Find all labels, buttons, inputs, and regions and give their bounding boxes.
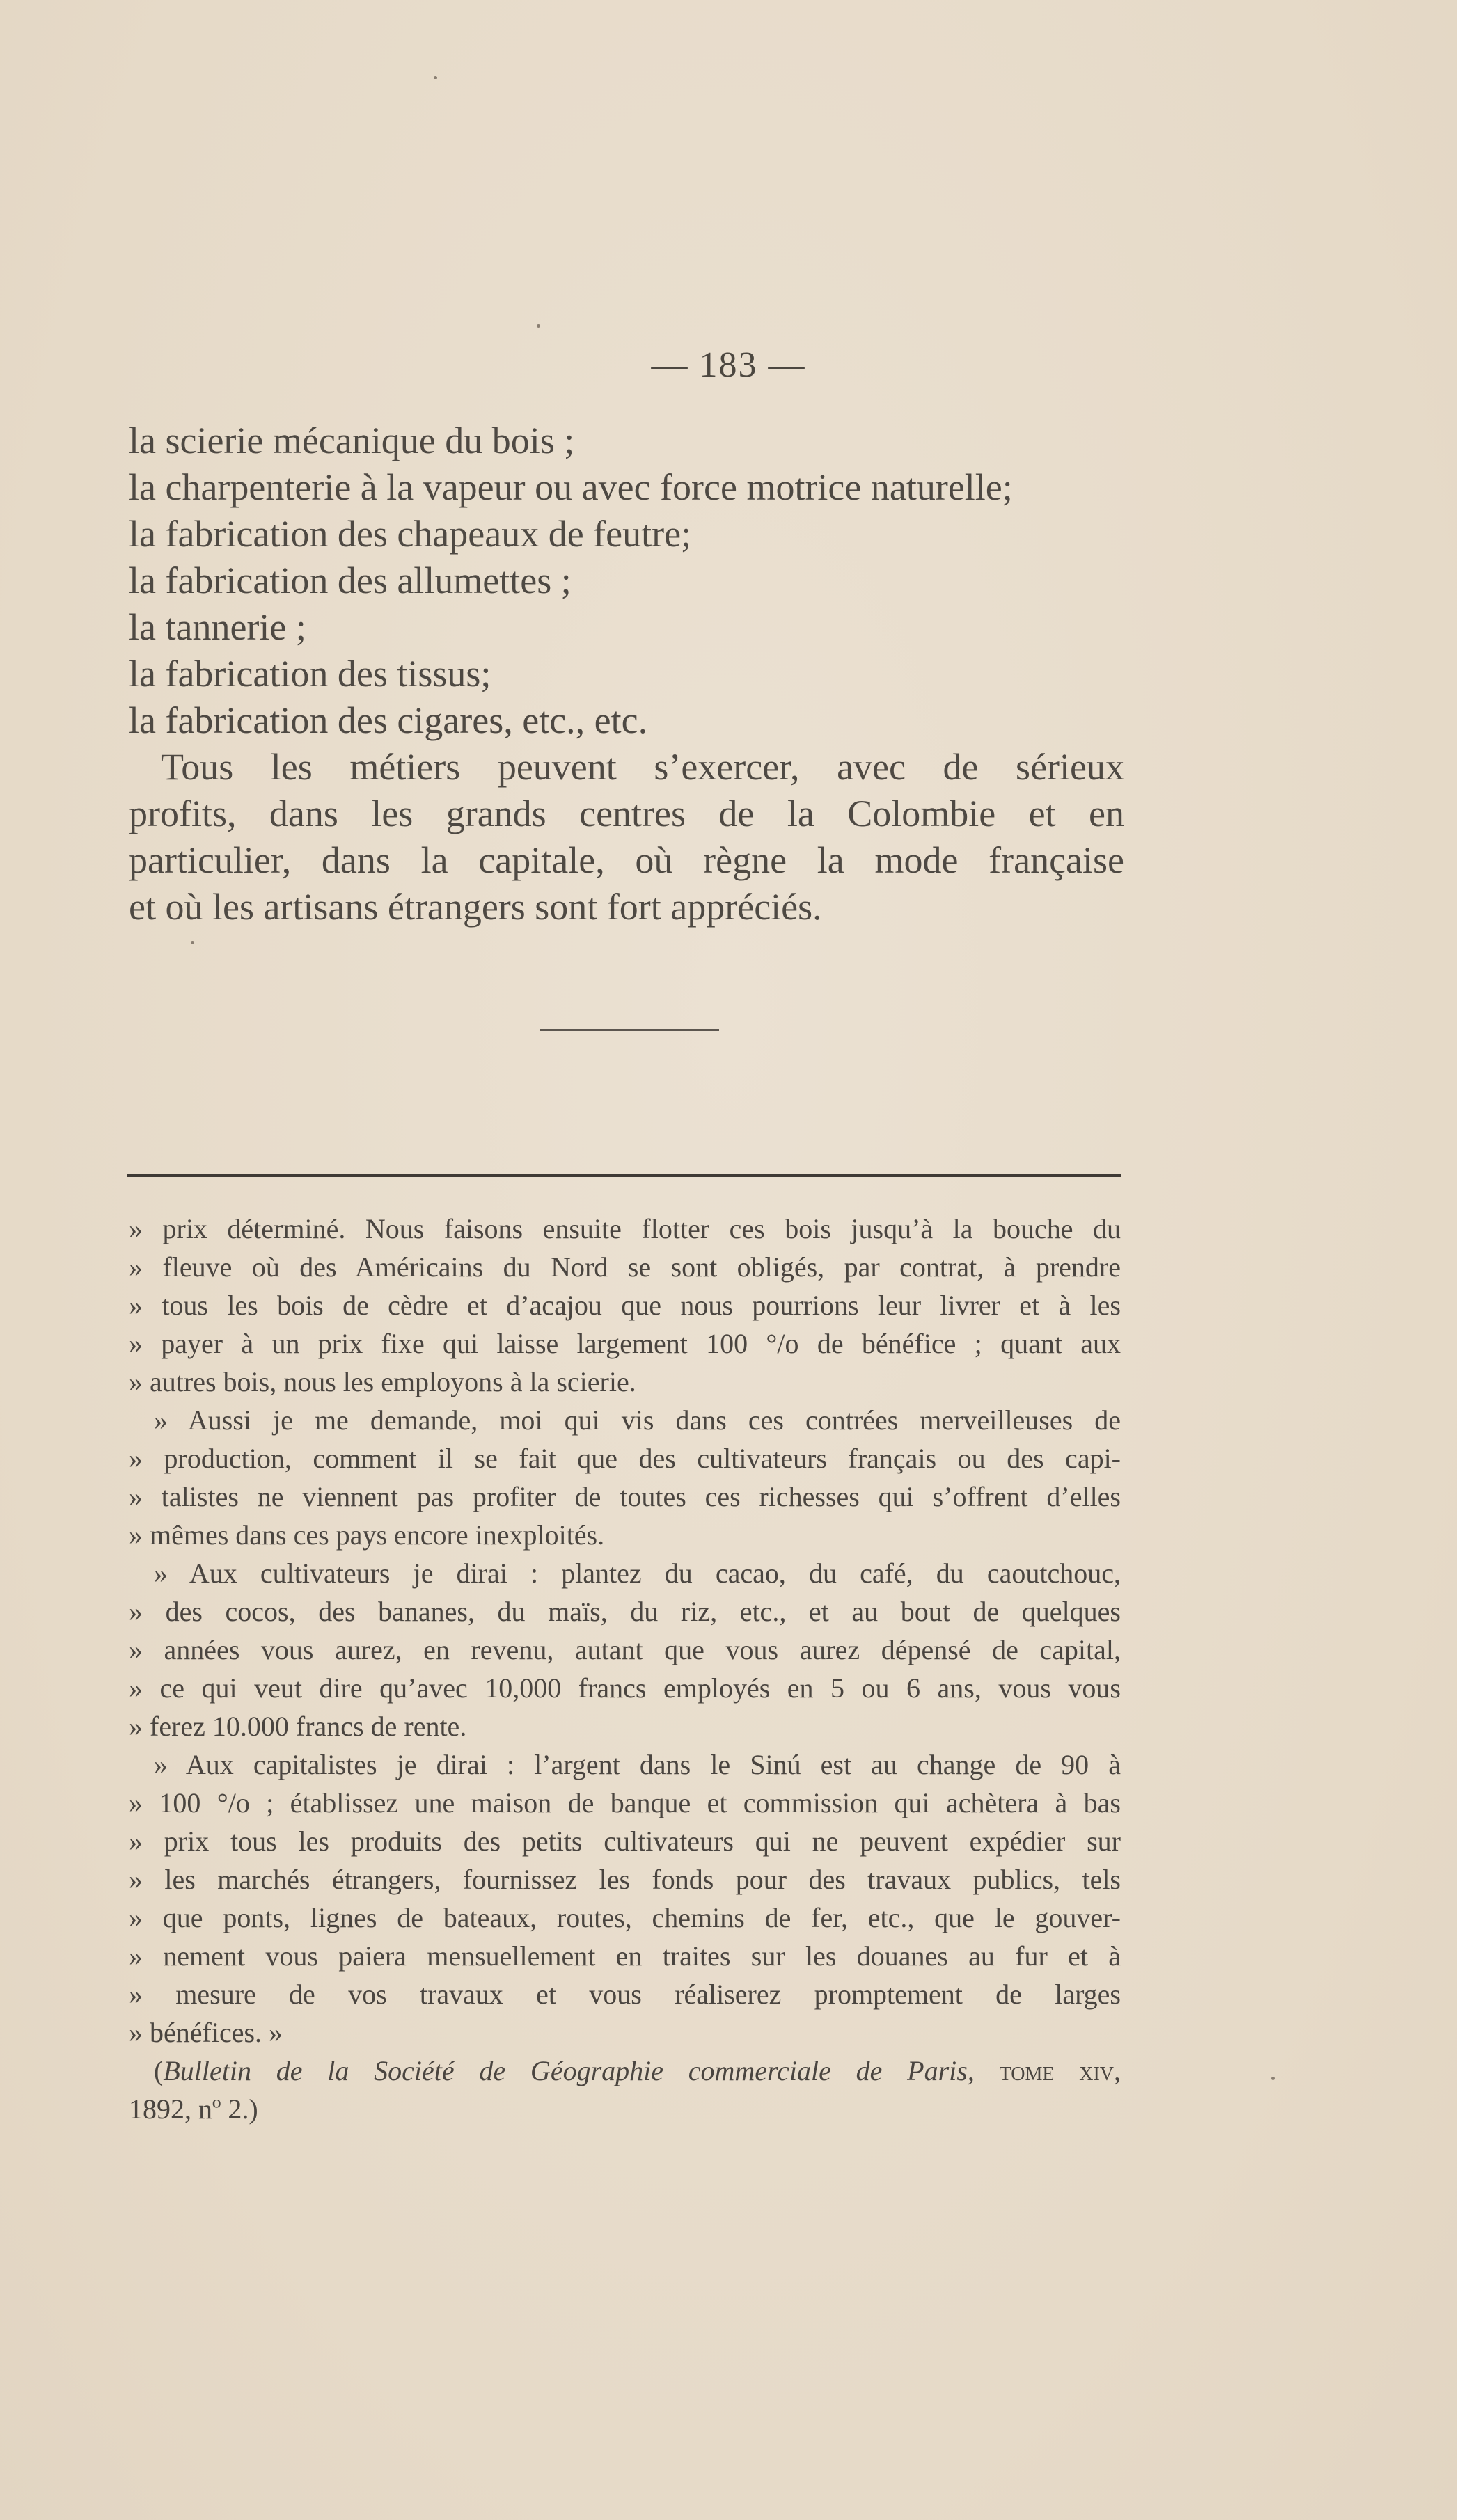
section-divider: [540, 1029, 719, 1031]
paragraph-line: et où les artisans étrangers sont fort appréciés.: [129, 886, 822, 928]
citation-open-paren: (: [154, 2055, 164, 2086]
footnote-line: » années vous aurez, en revenu, autant que vous aurez dépensé de capital,: [129, 1634, 1121, 1665]
footnote-line: » nement vous paiera mensuellement en traites sur les douanes au fur et à: [129, 1940, 1121, 1972]
list-item: la fabrication des allumettes ;: [129, 560, 572, 601]
footnote-line: » ferez 10.000 francs de rente.: [129, 1711, 467, 1742]
list-item: la tannerie ;: [129, 606, 306, 648]
list-item: la scierie mécanique du bois ;: [129, 420, 575, 461]
footnote-line: » talistes ne viennent pas profiter de toutes ces richesses qui s’offrent d’elles: [129, 1481, 1121, 1512]
footnote-line: » mêmes dans ces pays encore inexploités.: [129, 1519, 605, 1551]
footnote-line: » que ponts, lignes de bateaux, routes, chemins de fer, etc., que le gouver-: [129, 1902, 1121, 1933]
citation: [129, 2052, 1121, 2090]
list-item: la fabrication des cigares, etc., etc.: [129, 699, 648, 741]
list-item: la fabrication des tissus;: [129, 653, 491, 695]
footnote-line: » fleuve où des Américains du Nord se sont obligés, par contrat, à prendre: [129, 1251, 1121, 1283]
paper-speck: [434, 76, 437, 79]
page-number: — 183 —: [651, 345, 806, 385]
footnote-line: » Aux capitalistes je dirai : l’argent dans le Sinú est au change de 90 à: [154, 1749, 1121, 1780]
footnote-line: » 100 °/o ; établissez une maison de banque et commission qui achètera à bas: [129, 1787, 1121, 1818]
list-item: la fabrication des chapeaux de feutre;: [129, 513, 692, 555]
footnote-line: » production, comment il se fait que des cultivateurs français ou des capi-: [129, 1443, 1121, 1474]
footnote-line: » prix déterminé. Nous faisons ensuite flotter ces bois jusqu’à la bouche du: [129, 1213, 1121, 1244]
footnote-line: » mesure de vos travaux et vous réaliserez promptement de larges: [129, 1979, 1121, 2010]
footnote-line: » tous les bois de cèdre et d’acajou que nous pourrions leur livrer et à les: [129, 1290, 1121, 1321]
footnote-line: » autres bois, nous les employons à la scierie.: [129, 1366, 636, 1397]
paper-speck: [191, 941, 194, 944]
paragraph-line: profits, dans les grands centres de la Colombie et en: [129, 793, 1124, 834]
footnote-line: » bénéfices. »: [129, 2017, 283, 2048]
footnote-block: [129, 1210, 1121, 2128]
footnote-line: » Aux cultivateurs je dirai : plantez du cacao, du café, du caoutchouc,: [154, 1558, 1121, 1589]
footnote-line: » des cocos, des bananes, du maïs, du riz, etc., et au bout de quelques: [129, 1596, 1121, 1627]
footnote-line: » Aussi je me demande, moi qui vis dans ces contrées merveilleuses de: [154, 1404, 1121, 1436]
citation-title: Bulletin de la Société de Géographie commerciale de Paris: [163, 2055, 968, 2086]
paper-speck: [1271, 2077, 1275, 2080]
citation-line-2: 1892, nº 2.): [129, 2093, 258, 2125]
footnote-rule: [127, 1174, 1121, 1177]
footnote-line: » ce qui veut dire qu’avec 10,000 francs employés en 5 ou 6 ans, vous vous: [129, 1672, 1121, 1704]
citation-volume: , tome xiv,: [967, 2055, 1121, 2086]
paragraph-line: Tous les métiers peuvent s’exercer, avec de sérieux: [161, 746, 1124, 788]
footnote-line: » les marchés étrangers, fournissez les fonds pour des travaux publics, tels: [129, 1864, 1121, 1895]
footnote-line: » payer à un prix fixe qui laisse largement 100 °/o de bénéfice ; quant aux: [129, 1328, 1121, 1359]
paragraph-line: particulier, dans la capitale, où règne la mode française: [129, 839, 1124, 881]
paper-speck: [537, 324, 540, 328]
main-body-text: [129, 418, 1124, 930]
footnote-line: » prix tous les produits des petits cultivateurs qui ne peuvent expédier sur: [129, 1825, 1121, 1857]
list-item: la charpenterie à la vapeur ou avec force motrice naturelle;: [129, 466, 1013, 508]
